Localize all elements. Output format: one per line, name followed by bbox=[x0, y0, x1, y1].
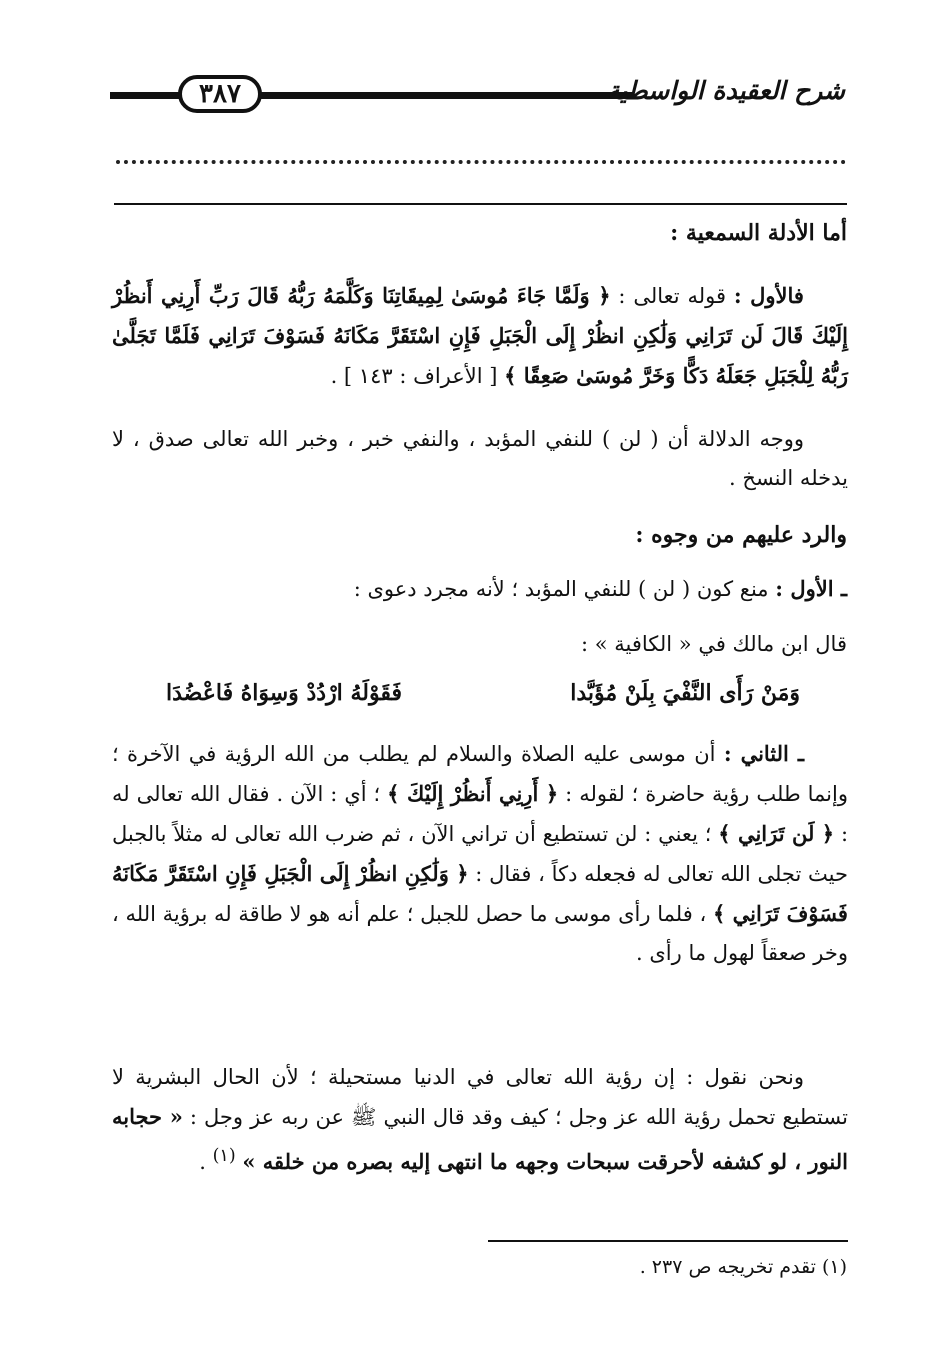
ibn-malik-intro: قال ابن مالك في « الكافية » : bbox=[580, 632, 847, 656]
verse-reference: [ الأعراف : ١٤٣ ] . bbox=[330, 364, 498, 388]
footnote-marker: (١) bbox=[212, 1146, 236, 1166]
poetry-first-hemistich: وَمَنْ رَأَى النَّفْيَ بِلَنْ مُؤَبَّدا bbox=[570, 680, 800, 706]
footnote-divider bbox=[488, 1240, 848, 1242]
first-proof-intro: قوله تعالى : bbox=[618, 284, 727, 308]
top-divider bbox=[114, 203, 847, 205]
conclusion-paragraph bbox=[112, 1058, 848, 1182]
quran-verse: ﴿ وَلَمَّا جَاءَ مُوسَىٰ لِمِيقَاتِنَا وَكَلَّمَهُ رَبُّهُ قَالَ رَبِّ أَرِنِي أَنظُرْ إِلَيْكَ قَالَ لَن تَرَانِي وَلَٰكِنِ انظُرْ إِلَى الْجَبَلِ فَإِنِ اسْتَقَرَّ مَكَانَهُ فَسَوْفَ تَرَانِي فَلَمَّا تَجَلَّىٰ رَبُّهُ لِلْجَبَلِ جَعَلَهُ دَكًّا وَخَرَّ مُوسَىٰ صَعِقًا ﴾ bbox=[112, 283, 848, 388]
second-response-label: ـ الثاني : bbox=[723, 741, 804, 766]
hadith-quote: « حجابه النور ، لو كشفه لأحرقت سبحات وجهه ما انتهى إليه بصره من خلقه » bbox=[112, 1104, 848, 1174]
header-rule-left bbox=[110, 92, 180, 99]
first-response bbox=[354, 576, 847, 601]
page-number: ٣٨٧ bbox=[178, 75, 262, 113]
second-response-part1: أن موسى عليه الصلاة والسلام لم يطلب من الله الرؤية في الآخرة ؛ وإنما طلب رؤية حاضرة ؛ لقوله : bbox=[112, 742, 848, 806]
second-response-part4: ، فلما رأى موسى ما حصل للجبل ؛ علم أنه هو لا طاقة له برؤية الله ، وخر صعقاً لهول ما رأى . bbox=[112, 902, 848, 965]
first-response-text: منع كون ( لن ) للنفي المؤبد ؛ لأنه مجرد دعوى : bbox=[353, 577, 769, 601]
quran-quote-3: ﴿ وَلَٰكِنِ انظُرْ إِلَى الْجَبَلِ فَإِنِ اسْتَقَرَّ مَكَانَهُ فَسَوْفَ تَرَانِي ﴾ bbox=[112, 861, 848, 926]
response-heading: والرد عليهم من وجوه : bbox=[635, 522, 847, 548]
quran-quote-1: ﴿ أَرِنِي أَنظُرْ إِلَيْكَ ﴾ bbox=[387, 781, 559, 806]
section-heading: أما الأدلة السمعية : bbox=[670, 220, 847, 246]
second-response-part3: ؛ يعني : لن تستطيع أن تراني الآن ، ثم ضرب الله تعالى له مثلاً بالجبل حيث تجلى الله تعالى له فجعله دكاً ، فقال : bbox=[112, 822, 848, 886]
conclusion-text: ونحن نقول : إن رؤية الله تعالى في الدنيا مستحيلة ؛ لأن الحال البشرية لا تستطيع تحمل رؤية الله عز وجل ؛ كيف وقد قال النبي ﷺ عن ربه عز وجل : bbox=[112, 1065, 848, 1129]
book-title: شرح العقيدة الواسطية bbox=[606, 76, 845, 105]
evidence-text: ووجه الدلالة أن ( لن ) للنفي المؤبد ، والنفي خبر ، وخبر الله تعالى صدق ، لا يدخله النسخ . bbox=[112, 427, 848, 490]
poetry-second-hemistich: فَقَوْلَهُ ارْدُدْ وَسِوَاهُ فَاعْضُدَا bbox=[166, 680, 402, 706]
dotted-separator bbox=[116, 150, 846, 164]
quran-quote-2: ﴿ لَن تَرَانِي ﴾ bbox=[718, 821, 835, 846]
first-proof-paragraph bbox=[112, 276, 848, 396]
second-response-part2: ؛ أي : الآن . فقال الله تعالى له : bbox=[112, 782, 849, 846]
second-response-paragraph bbox=[112, 734, 848, 973]
footnote: (١) تقدم تخريجه ص ٢٣٧ . bbox=[639, 1256, 847, 1278]
page-header bbox=[110, 72, 845, 120]
evidence-paragraph bbox=[112, 420, 848, 498]
poetry-line bbox=[112, 680, 848, 720]
first-proof-label: فالأول : bbox=[733, 283, 804, 308]
conclusion-end: . bbox=[199, 1150, 206, 1174]
header-rule-right bbox=[260, 92, 632, 99]
first-response-label: ـ الأول : bbox=[775, 576, 847, 601]
